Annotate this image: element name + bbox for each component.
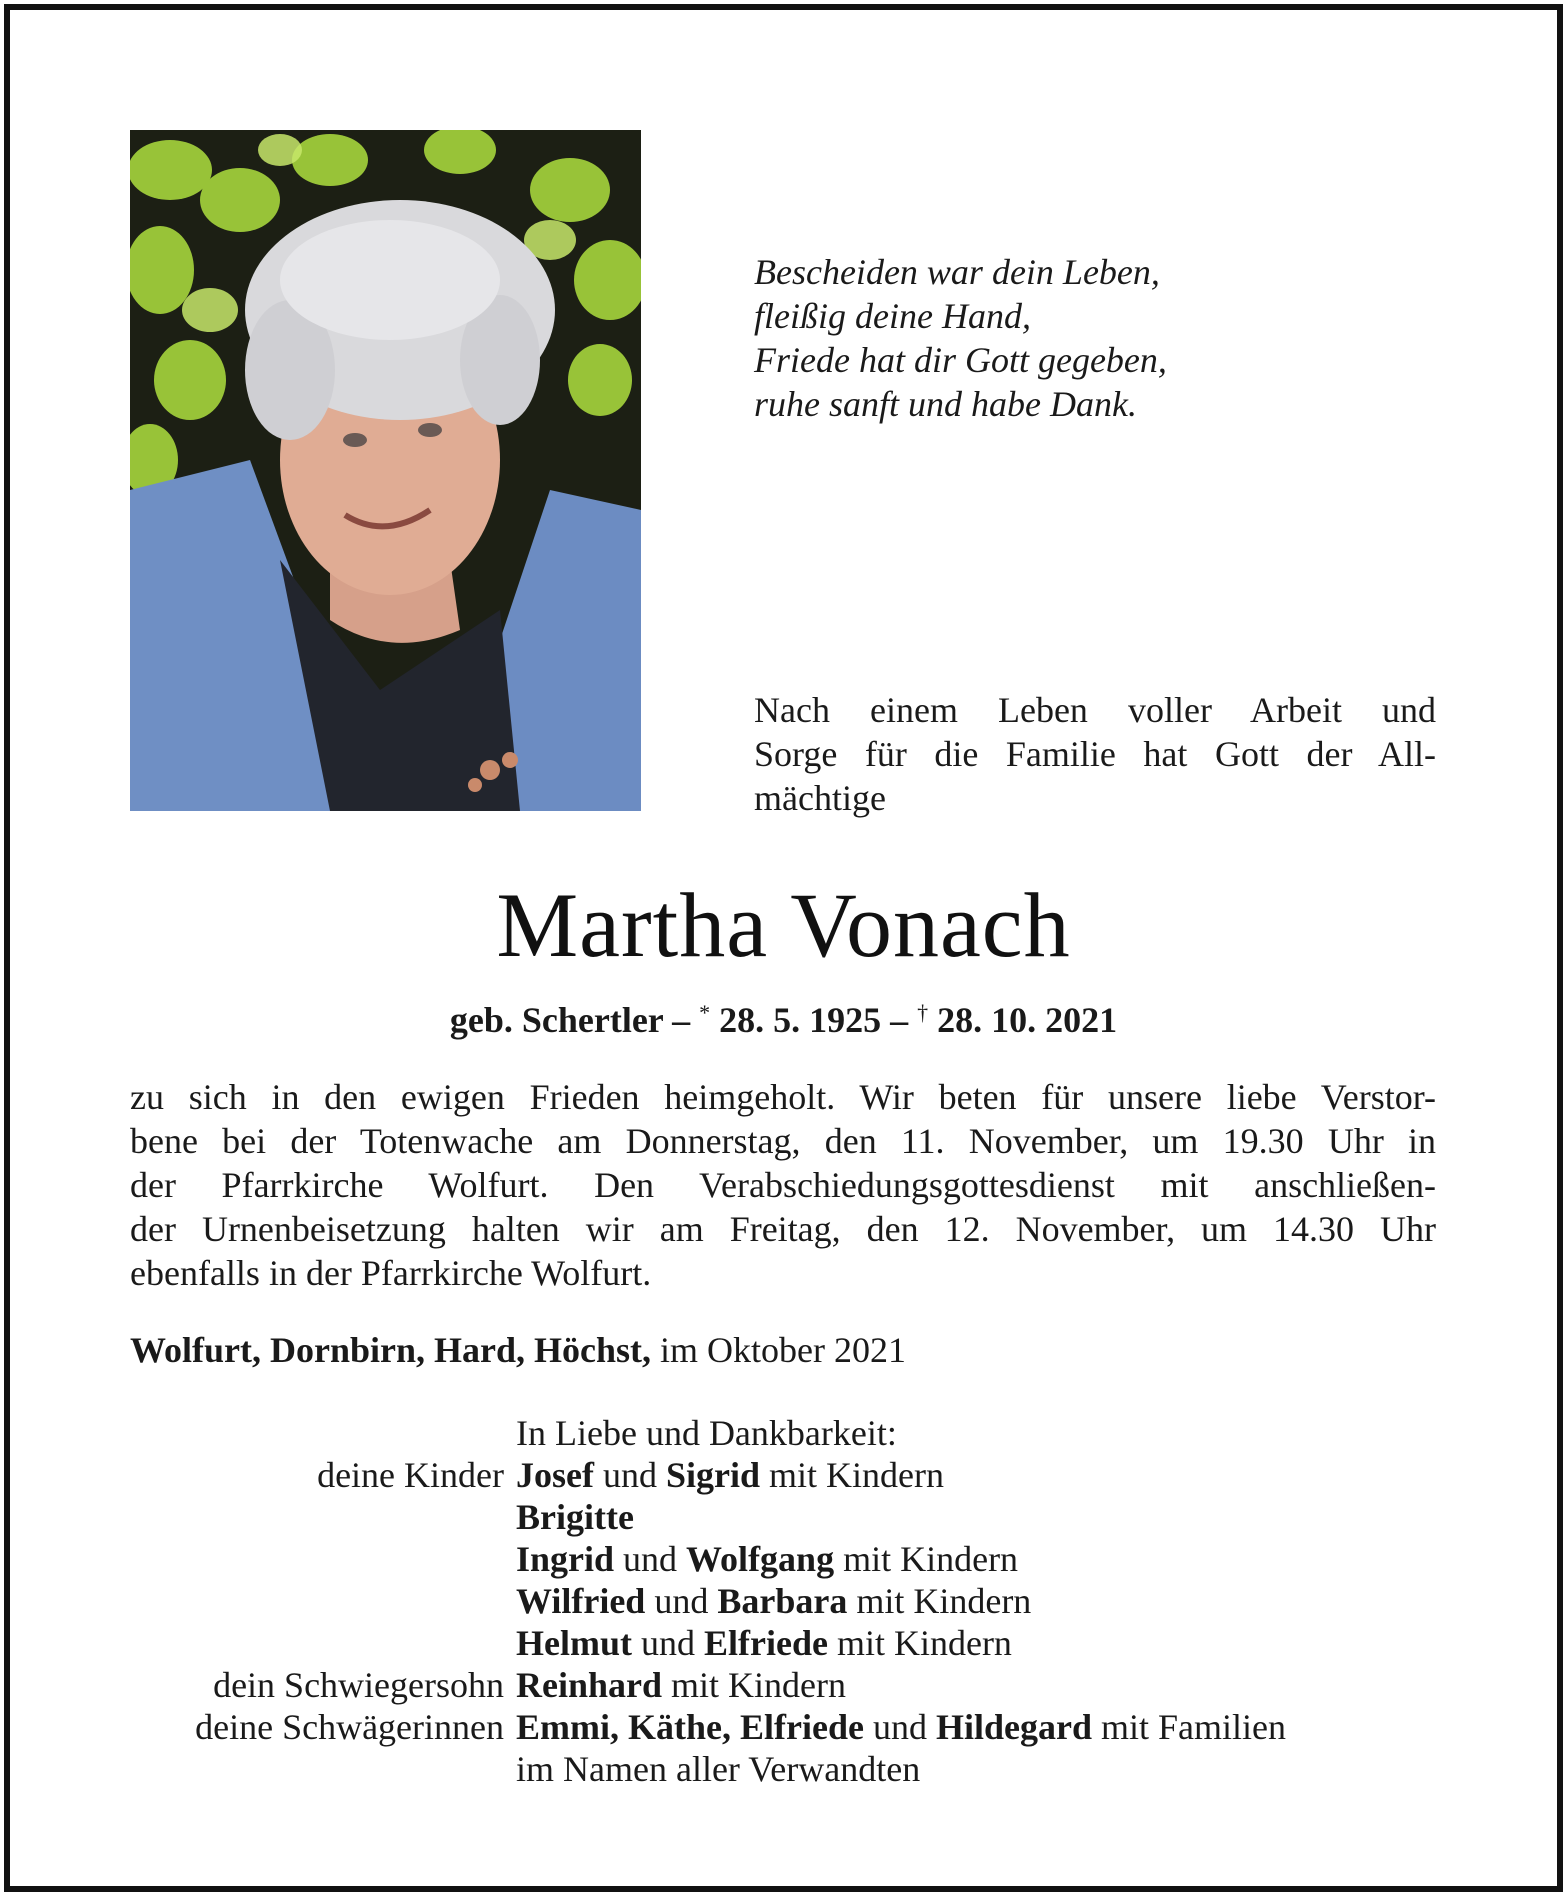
relation bbox=[100, 1580, 516, 1622]
deceased-name: Martha Vonach bbox=[496, 874, 1071, 976]
intro-line: Nach einem Leben voller Arbeit und bbox=[754, 690, 1436, 730]
mourners-list bbox=[100, 1412, 1500, 1790]
place-date-line bbox=[130, 1328, 906, 1372]
death-mark: † bbox=[917, 1000, 929, 1025]
intro-line: Sorge für die Familie hat Gott der All- bbox=[754, 734, 1436, 774]
mourners-heading: In Liebe und Dankbarkeit: bbox=[516, 1413, 897, 1453]
body-line: ebenfalls in der Pfarrkirche Wolfurt. bbox=[130, 1253, 652, 1293]
verse-line: Bescheiden war dein Leben, bbox=[754, 252, 1160, 292]
date: im Oktober 2021 bbox=[651, 1330, 906, 1370]
relation bbox=[100, 1622, 516, 1664]
relation: deine Kinder bbox=[317, 1455, 504, 1495]
mourner-row: Brigitte bbox=[100, 1496, 1500, 1538]
mourner-row: Ingrid und Wolfgang mit Kindern bbox=[100, 1538, 1500, 1580]
body-line: zu sich in den ewigen Frieden heimgeholt. Wir beten für unsere liebe Verstor- bbox=[130, 1077, 1436, 1117]
intro-text bbox=[754, 688, 1436, 820]
verse-line: ruhe sanft und habe Dank. bbox=[754, 384, 1137, 424]
announcement-body bbox=[130, 1075, 1436, 1295]
birth-death-line: geb. Schertler – * 28. 5. 1925 – † 28. 10. 2021 bbox=[449, 1000, 1118, 1040]
body-line: der Pfarrkirche Wolfurt. Den Verabschiedungsgottesdienst mit anschließen- bbox=[130, 1165, 1436, 1205]
birth-mark: * bbox=[699, 1000, 711, 1025]
relation: deine Schwägerinnen bbox=[195, 1707, 504, 1747]
body-line: der Urnenbeisetzung halten wir am Freitag, den 12. November, um 14.30 Uhr bbox=[130, 1209, 1436, 1249]
birth-date: 28. 5. 1925 bbox=[710, 1000, 882, 1040]
maiden-name: geb. Schertler bbox=[449, 1000, 664, 1040]
mourner-row: Helmut und Elfriede mit Kindern bbox=[100, 1622, 1500, 1664]
intro-line: mächtige bbox=[754, 778, 886, 818]
body-line: bene bei der Totenwache am Donnerstag, den 11. November, um 19.30 Uhr in bbox=[130, 1121, 1436, 1161]
towns: Wolfurt, Dornbirn, Hard, Höchst, bbox=[130, 1330, 652, 1370]
death-date: 28. 10. 2021 bbox=[928, 1000, 1118, 1040]
mourner-row: dein Schwiegersohn Reinhard mit Kindern bbox=[100, 1664, 1500, 1706]
mourner-row: Wilfried und Barbara mit Kindern bbox=[100, 1580, 1500, 1622]
mourners-closing: im Namen aller Verwandten bbox=[516, 1749, 921, 1789]
verse-line: Friede hat dir Gott gegeben, bbox=[754, 340, 1167, 380]
relation bbox=[100, 1496, 516, 1538]
relation: dein Schwiegersohn bbox=[213, 1665, 504, 1705]
portrait-photo bbox=[130, 130, 641, 811]
mourner-row: deine Schwägerinnen Emmi, Käthe, Elfriede und Hildegard mit Familien bbox=[100, 1706, 1500, 1748]
mourner-row: deine Kinder Josef und Sigrid mit Kindern bbox=[100, 1454, 1500, 1496]
relation bbox=[100, 1538, 516, 1580]
memorial-verse bbox=[754, 250, 1167, 426]
verse-line: fleißig deine Hand, bbox=[754, 296, 1031, 336]
